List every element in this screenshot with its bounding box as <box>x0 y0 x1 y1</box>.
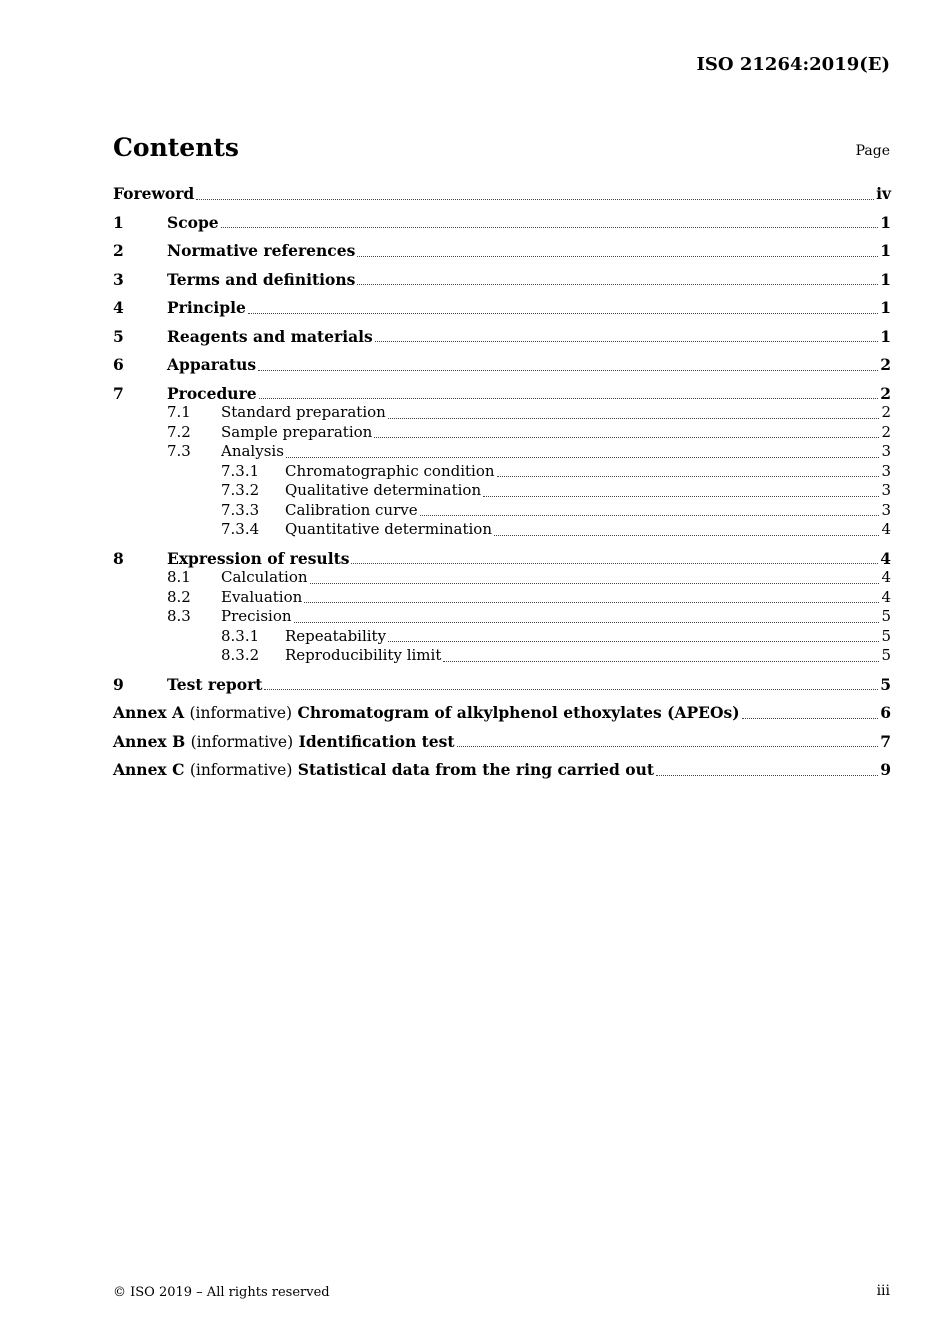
leader-dots <box>286 457 880 458</box>
page-column-label: Page <box>855 143 890 159</box>
toc-page: 1 <box>880 269 891 289</box>
table-of-contents <box>113 184 891 780</box>
toc-number: 8.3.2 <box>221 646 260 664</box>
leader-dots <box>374 437 879 438</box>
toc-entry-8-1[interactable] <box>113 568 891 588</box>
toc-entry-2[interactable] <box>113 241 891 261</box>
toc-title <box>113 760 654 781</box>
leader-dots <box>259 398 879 399</box>
toc-number: 7.3 <box>167 442 191 460</box>
toc-entry-7-3-1[interactable] <box>113 462 891 482</box>
toc-title: Chromatographic condition <box>285 461 495 480</box>
toc-page: 2 <box>881 422 891 441</box>
toc-entry-foreword[interactable] <box>113 184 891 204</box>
toc-number: 8 <box>113 548 124 568</box>
toc-title: Evaluation <box>221 587 303 606</box>
leader-dots <box>388 641 879 642</box>
toc-page: 1 <box>880 241 891 260</box>
toc-number: 5 <box>113 326 124 346</box>
toc-number: 8.2 <box>167 587 191 606</box>
page-number: iii <box>876 1283 890 1299</box>
toc-page: 5 <box>881 626 891 645</box>
toc-page: 3 <box>881 442 891 460</box>
toc-entry-4[interactable] <box>113 298 891 318</box>
toc-title: Precision <box>221 607 292 625</box>
toc-page: 2 <box>881 403 891 421</box>
toc-title: Calibration curve <box>285 500 418 519</box>
toc-entry-7-3-4[interactable] <box>113 520 891 540</box>
toc-number: 7.1 <box>167 403 191 421</box>
toc-page: 3 <box>881 461 891 480</box>
toc-page: 5 <box>880 674 891 694</box>
toc-title: Apparatus <box>167 355 257 374</box>
toc-entry-5[interactable] <box>113 327 891 347</box>
annex-type: (informative) <box>189 704 293 722</box>
toc-title: Standard preparation <box>221 403 386 421</box>
toc-entry-8-3-1[interactable] <box>113 627 891 647</box>
toc-title <box>113 703 740 724</box>
document-id: ISO 21264:2019(E) <box>696 54 890 75</box>
toc-title: Principle <box>167 298 246 317</box>
toc-number: 4 <box>113 298 124 317</box>
leader-dots <box>357 256 878 257</box>
toc-entry-1[interactable] <box>113 213 891 233</box>
leader-dots <box>483 496 879 497</box>
contents-heading: Contents <box>113 133 240 162</box>
copyright-notice: © ISO 2019 – All rights reserved <box>113 1285 330 1300</box>
toc-entry-7[interactable] <box>113 384 891 404</box>
toc-page: 1 <box>880 326 891 346</box>
toc-entry-7-2[interactable] <box>113 423 891 443</box>
leader-dots <box>196 199 874 200</box>
toc-entry-annex-a[interactable] <box>113 703 891 723</box>
toc-entry-6[interactable] <box>113 355 891 375</box>
toc-title: Reagents and materials <box>167 326 373 346</box>
toc-title: Qualitative determination <box>285 481 482 499</box>
toc-number: 9 <box>113 674 124 694</box>
toc-title: Normative references <box>167 241 356 260</box>
toc-page: 3 <box>881 481 891 499</box>
leader-dots <box>375 341 878 342</box>
leader-dots <box>388 418 880 419</box>
leader-dots <box>258 370 878 371</box>
leader-dots <box>310 583 880 584</box>
toc-page: 5 <box>881 646 891 664</box>
leader-dots <box>494 535 879 536</box>
toc-entry-8-3-2[interactable] <box>113 646 891 666</box>
annex-label: Annex B <box>113 731 186 751</box>
toc-title <box>113 732 455 753</box>
annex-label: Annex A <box>113 703 185 722</box>
leader-dots <box>294 622 880 623</box>
toc-number: 7.3.2 <box>221 481 260 499</box>
leader-dots <box>443 661 879 662</box>
toc-number: 2 <box>113 241 124 260</box>
toc-page: 2 <box>880 355 891 374</box>
toc-entry-8-3[interactable] <box>113 607 891 627</box>
toc-title: Procedure <box>167 383 257 403</box>
toc-number: 6 <box>113 355 124 374</box>
leader-dots <box>457 746 879 747</box>
toc-entry-9[interactable] <box>113 675 891 695</box>
toc-number: 8.3 <box>167 607 191 625</box>
toc-number: 7.3.3 <box>221 500 260 519</box>
annex-title: Statistical data from the ring carried out <box>297 760 655 779</box>
toc-number: 7.2 <box>167 422 191 441</box>
toc-title: Quantitative determination <box>285 520 492 538</box>
toc-page: 3 <box>881 500 891 519</box>
leader-dots <box>357 284 878 285</box>
toc-page: 1 <box>880 212 891 232</box>
toc-page: 4 <box>881 520 891 538</box>
toc-number: 8.3.1 <box>221 626 260 645</box>
toc-title: Sample preparation <box>221 422 373 441</box>
toc-entry-7-3-2[interactable] <box>113 481 891 501</box>
toc-number: 8.1 <box>167 568 191 586</box>
toc-title: Reproducibility limit <box>285 646 442 664</box>
toc-entry-3[interactable] <box>113 270 891 290</box>
leader-dots <box>221 227 879 228</box>
annex-type: (informative) <box>190 732 294 751</box>
annex-title: Chromatogram of alkylphenol ethoxylates (APEOs) <box>297 703 740 722</box>
leader-dots <box>420 515 880 516</box>
toc-page: 4 <box>881 587 891 606</box>
toc-page: iv <box>876 184 891 203</box>
leader-dots <box>656 775 878 776</box>
toc-number: 7 <box>113 383 124 403</box>
annex-label: Annex C <box>113 760 185 779</box>
toc-entry-annex-b[interactable] <box>113 732 891 752</box>
toc-title: Scope <box>167 212 219 232</box>
toc-number: 3 <box>113 269 124 289</box>
toc-title: Expression of results <box>167 548 350 568</box>
toc-number: 1 <box>113 212 124 232</box>
toc-page: 4 <box>880 548 891 568</box>
toc-page: 6 <box>880 703 891 722</box>
toc-title: Test report <box>167 674 263 694</box>
toc-page: 7 <box>880 731 891 751</box>
toc-page: 5 <box>881 607 891 625</box>
toc-title: Repeatability <box>285 626 387 645</box>
toc-number: 7.3.1 <box>221 461 260 480</box>
toc-number: 7.3.4 <box>221 520 260 538</box>
leader-dots <box>351 563 878 564</box>
annex-title: Identification test <box>298 731 455 751</box>
toc-page: 4 <box>881 568 891 586</box>
toc-page: 9 <box>880 760 891 779</box>
toc-entry-7-1[interactable] <box>113 403 891 423</box>
toc-title: Analysis <box>221 442 284 460</box>
toc-title: Calculation <box>221 568 308 586</box>
annex-type: (informative) <box>189 761 293 779</box>
leader-dots <box>264 689 878 690</box>
leader-dots <box>742 718 879 719</box>
toc-title: Foreword <box>113 184 195 203</box>
leader-dots <box>304 602 879 603</box>
toc-page: 2 <box>880 383 891 403</box>
toc-entry-7-3[interactable] <box>113 442 891 462</box>
toc-entry-8[interactable] <box>113 549 891 569</box>
leader-dots <box>497 476 880 477</box>
leader-dots <box>248 313 878 314</box>
toc-page: 1 <box>880 298 891 317</box>
toc-title: Terms and definitions <box>167 269 356 289</box>
toc-entry-8-2[interactable] <box>113 588 891 608</box>
toc-entry-7-3-3[interactable] <box>113 501 891 521</box>
toc-entry-annex-c[interactable] <box>113 760 891 780</box>
